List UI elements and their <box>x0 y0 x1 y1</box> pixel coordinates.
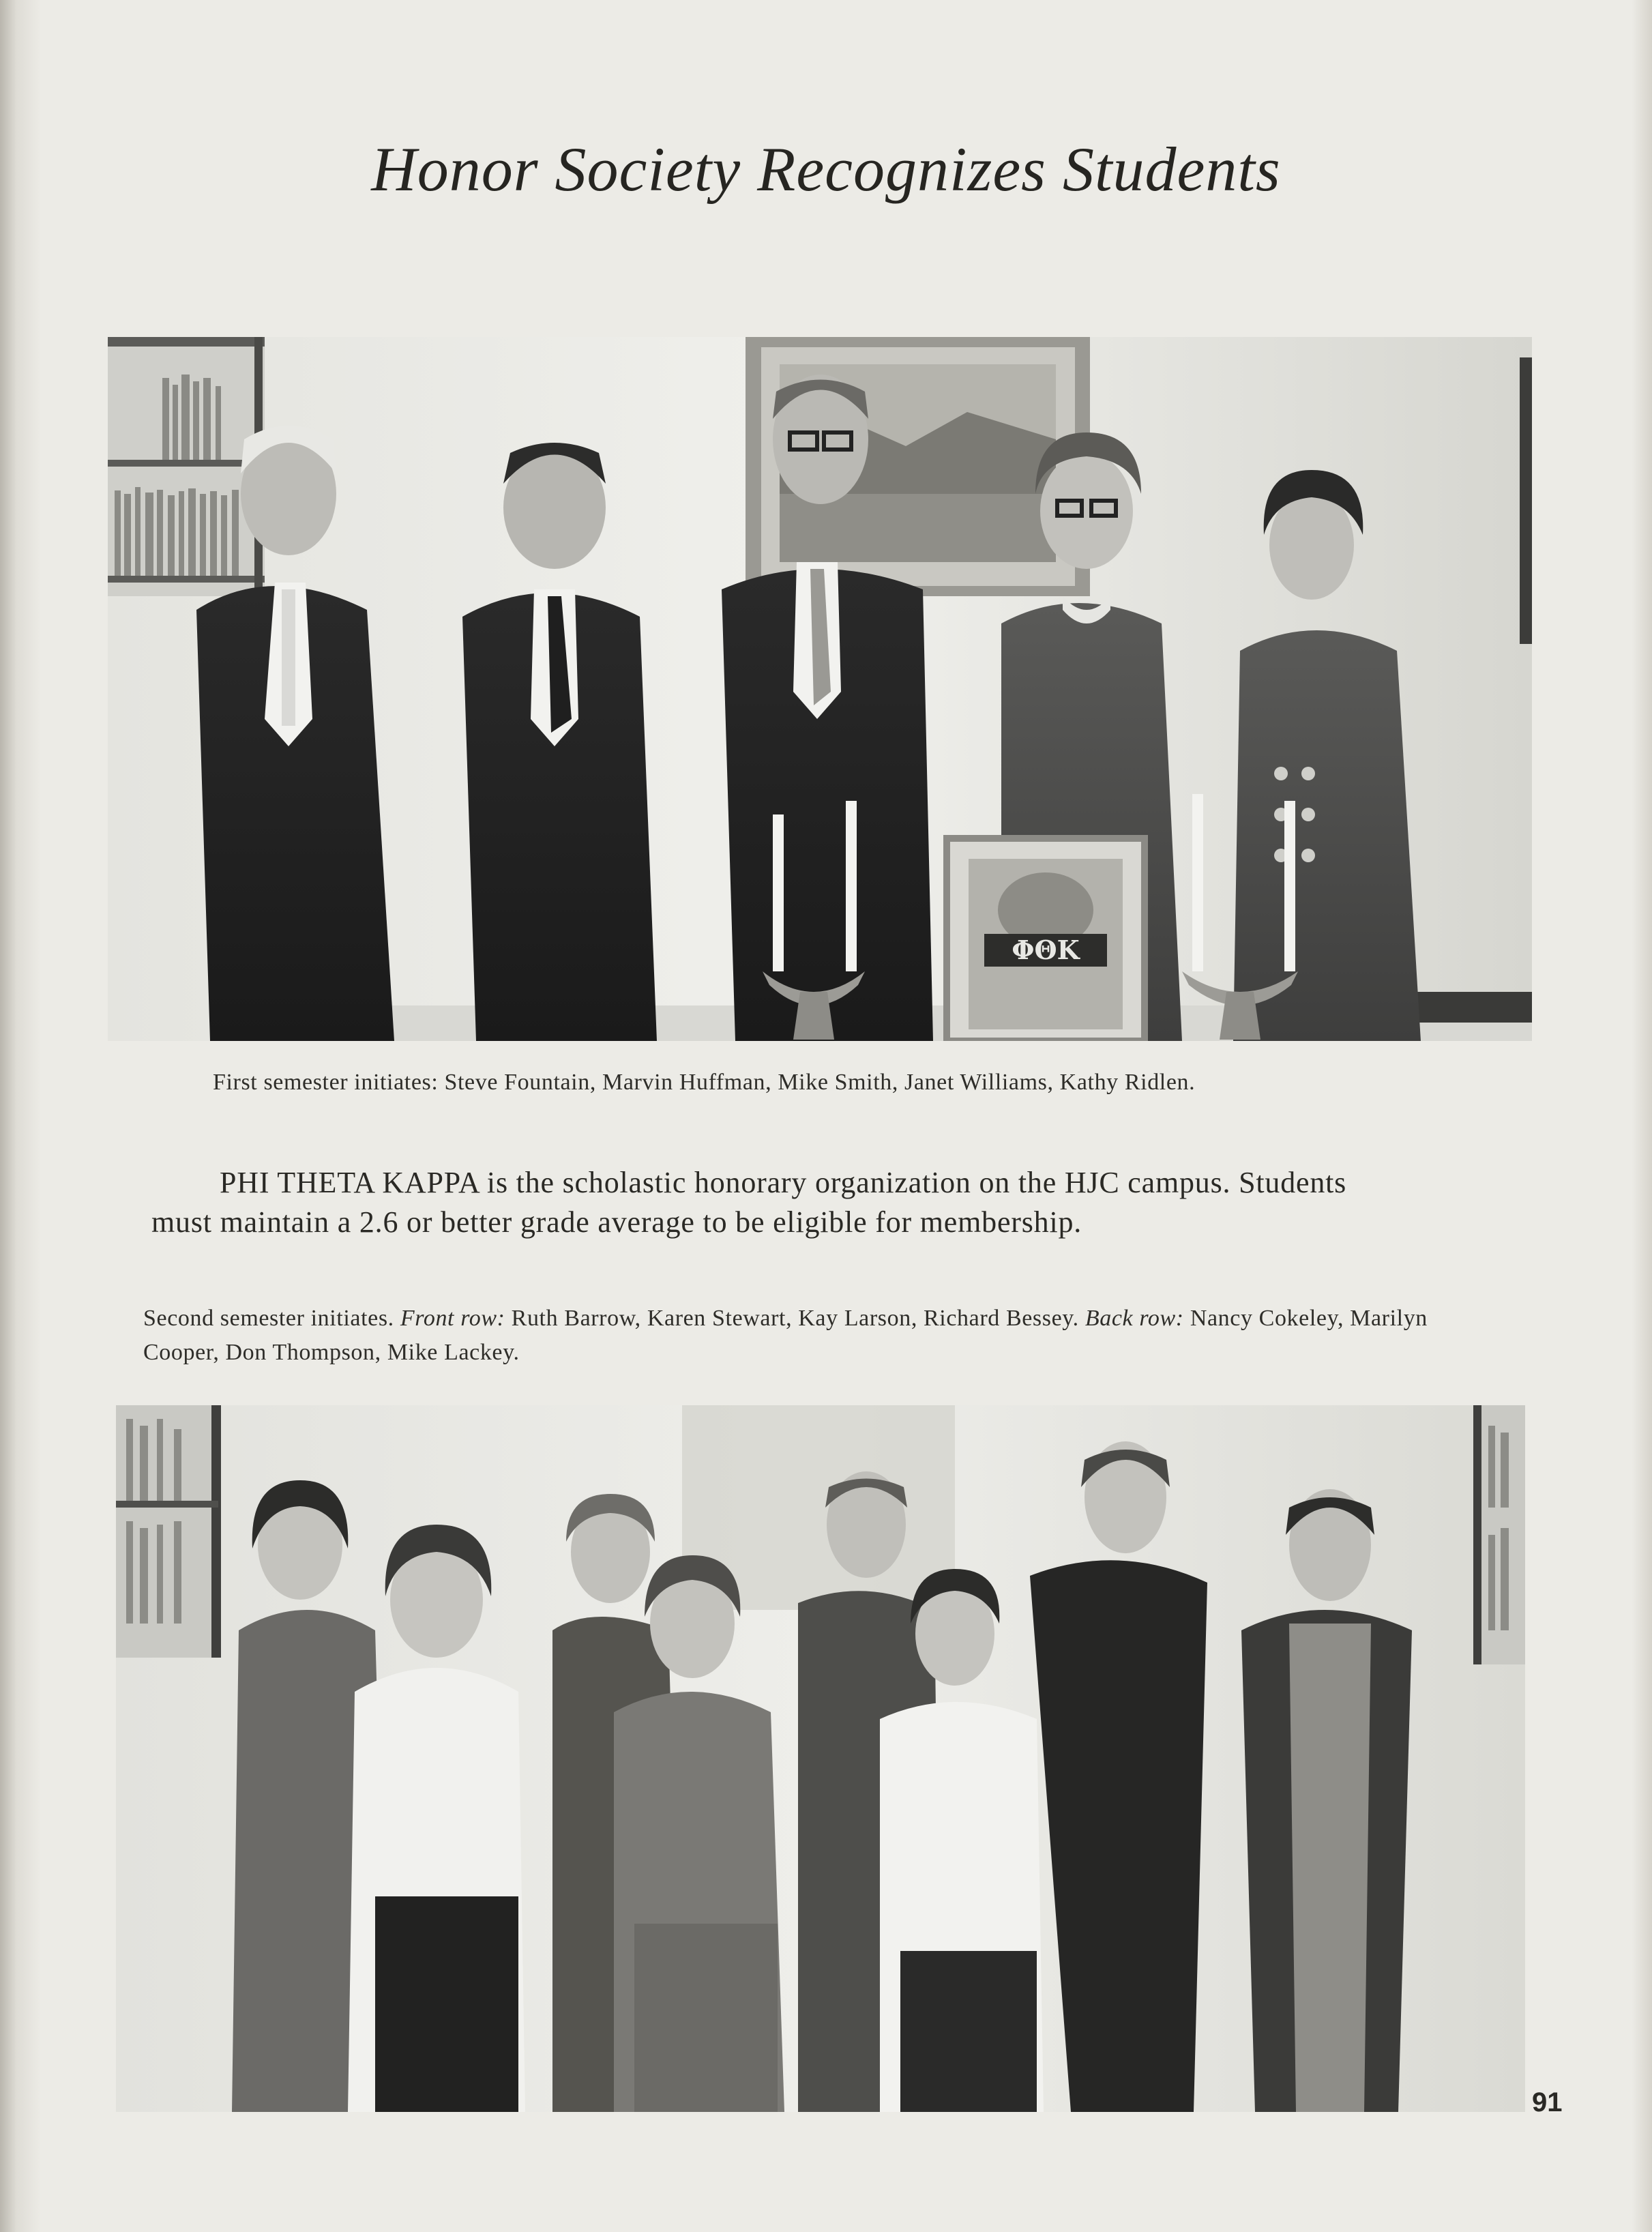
bookshelf <box>108 337 265 596</box>
caption-lead: Second semester initiates. <box>143 1306 394 1331</box>
front-row-label: Front row: <box>400 1306 505 1331</box>
front-row-names: Ruth Barrow, Karen Stewart, Kay Larson, Richard Bessey. <box>511 1306 1079 1331</box>
page-edge <box>1632 0 1652 2232</box>
organization-description <box>151 1163 1509 1242</box>
second-semester-photo <box>116 1405 1525 2112</box>
page-gutter-shadow <box>0 0 41 2232</box>
phi-theta-kappa-emblem <box>947 838 1145 1041</box>
back-row-names: Nancy Cokeley, Marilyn Cooper, Don Thompson, Mike Lackey. <box>143 1306 1428 1365</box>
description-line-2: must maintain a 2.6 or better grade average to be eligible for membership. <box>151 1205 1082 1239</box>
first-semester-photo <box>108 337 1532 1041</box>
first-semester-photo-image <box>108 337 1532 1041</box>
page-number: 91 <box>1532 2087 1563 2117</box>
first-semester-caption: First semester initiates: Steve Fountain, Marvin Huffman, Mike Smith, Janet Williams, Kathy Ridlen. <box>213 1070 1196 1095</box>
bookshelf-right <box>1473 1405 1525 1664</box>
description-line-1: PHI THETA KAPPA is the scholastic honorary organization on the HJC campus. Students <box>220 1166 1347 1199</box>
page-title: Honor Society Recognizes Students <box>371 134 1281 204</box>
bookshelf-left <box>116 1405 221 1658</box>
second-semester-caption <box>143 1302 1507 1370</box>
emblem-letters: ΦΘΚ <box>1012 935 1080 965</box>
second-semester-photo-image <box>116 1405 1525 2112</box>
back-row-label: Back row: <box>1085 1306 1184 1331</box>
